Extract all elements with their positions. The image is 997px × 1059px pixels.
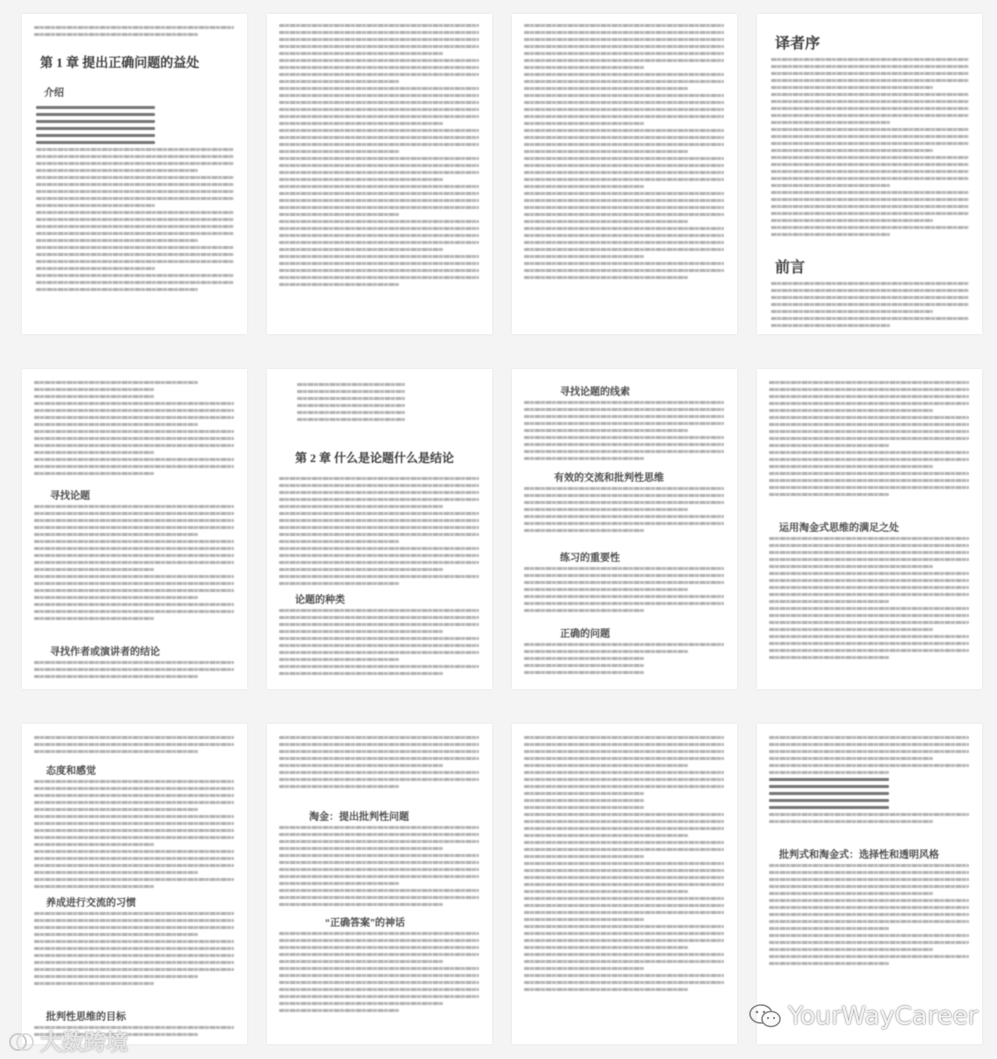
section-heading: 养成进行交流的习惯 [46, 898, 136, 909]
chapter-heading: 第 1 章 提出正确问题的益处 [40, 55, 200, 70]
preface-heading: 译者序 [775, 36, 821, 52]
document-page-9 [22, 724, 247, 1044]
document-page-6 [267, 369, 492, 689]
document-page-5 [22, 369, 247, 689]
section-heading: 淘金：提出批判性问题 [309, 812, 409, 823]
document-page-grid [22, 14, 982, 1044]
chat-logo-icon [748, 1003, 782, 1029]
section-heading: 寻找论题的线索 [560, 387, 630, 398]
document-page-8 [757, 369, 982, 689]
document-page-3 [512, 14, 737, 334]
document-page-11 [512, 724, 737, 1044]
section-heading: 练习的重要性 [560, 553, 620, 564]
section-heading: 态度和感觉 [46, 766, 96, 777]
document-page-4 [757, 14, 982, 334]
document-page-1 [22, 14, 247, 334]
section-heading: 运用淘金式思维的满足之处 [779, 523, 899, 534]
section-heading: “正确答案”的神话 [325, 918, 405, 929]
section-heading: 论题的种类 [295, 595, 345, 606]
document-page-12 [757, 724, 982, 1044]
section-heading: 正确的问题 [560, 629, 610, 640]
document-page-10 [267, 724, 492, 1044]
section-heading: 批判式和淘金式：选择性和透明风格 [779, 850, 939, 861]
section-heading: 介绍 [44, 88, 64, 99]
foreword-heading: 前言 [775, 260, 806, 276]
chapter-heading: 第 2 章 什么是论题什么是结论 [295, 451, 455, 465]
document-page-2 [267, 14, 492, 334]
section-heading: 批判性思维的目标 [46, 1012, 126, 1023]
section-heading: 寻找作者或演讲者的结论 [50, 647, 160, 658]
watermark-left [8, 1026, 128, 1057]
section-heading: 寻找论题 [50, 491, 90, 502]
watermark-left-text: 大数跨境 [40, 1031, 129, 1056]
logo-icon [8, 1031, 36, 1053]
watermark-right-text: YourWayCareer [788, 1001, 979, 1030]
document-page-7 [512, 369, 737, 689]
section-heading: 有效的交流和批判性思维 [554, 473, 664, 484]
watermark-right [748, 1001, 978, 1030]
